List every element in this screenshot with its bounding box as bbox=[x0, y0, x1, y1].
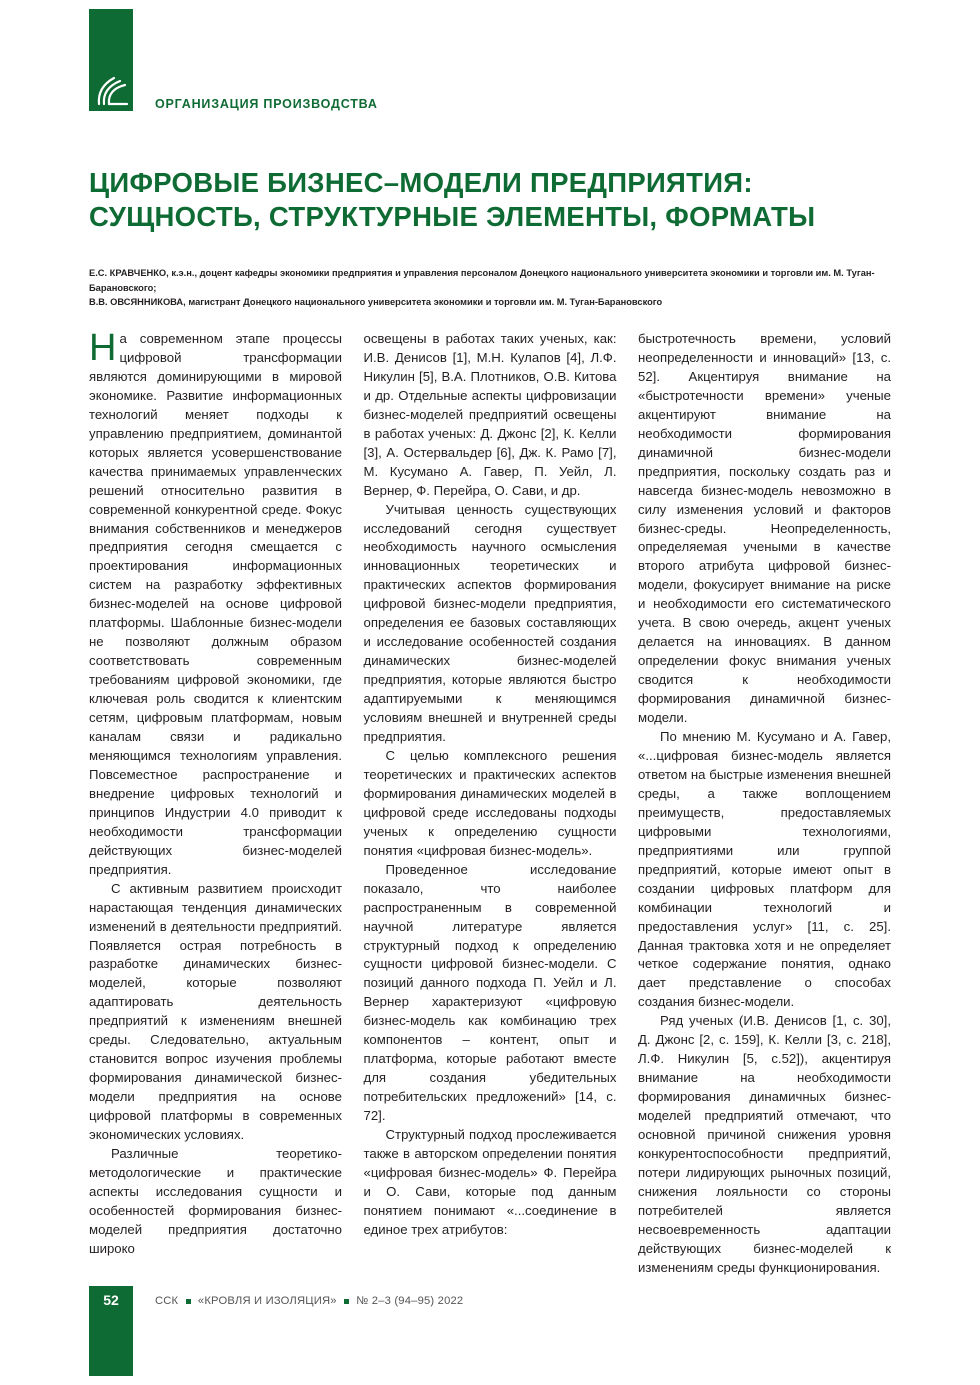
publisher: ССК bbox=[155, 1295, 179, 1307]
paragraph: Ряд ученых (И.В. Денисов [1, с. 30], Д. Джонс [2, с. 159], К. Келли [3, с. 218], Л.Ф. Никулин [5, с.52]), акцентируя внимание на необходимости формирования динамичных бизнес-моделей предприятий отмечают, что основной причиной снижения уровня конкурентоспособности предприятий, потери лидирующих рыночных позиций, снижения лояльности со стороны потребителей является несвоевременность адаптации действующих бизнес-моделей к изменениям среды функционирования. bbox=[638, 1013, 891, 1275]
paragraph: По мнению М. Кусумано и А. Гавер, «...цифровая бизнес-модель является ответом на быстрые изменения внешней среды, а также воплощением преимуществ, предоставляемых цифровыми технологиями, предприятиями или группой предприятий, которые имеют опыт в создании цифровых платформ для комбинации технологий и предоставления услуг» [11, с. 25]. Данная трактовка хотя и не определяет четкое содержание понятия, однако дает представление о способах создания бизнес-модели. bbox=[638, 729, 891, 1010]
paragraph: С целью комплексного решения теоретических и практических аспектов формирования динамических моделей в цифровой среде исследованы подходы ученых к определению сущности понятия «цифровая бизнес-модель». bbox=[363, 747, 617, 858]
square-bullet-icon bbox=[344, 1299, 349, 1304]
author-1 bbox=[89, 266, 899, 295]
author-2 bbox=[89, 295, 899, 310]
page-number: 52 bbox=[103, 1292, 119, 1308]
footer-green-bar bbox=[89, 1286, 133, 1376]
header-green-bar bbox=[89, 9, 133, 111]
title-line-1: ЦИФРОВЫЕ БИЗНЕС–МОДЕЛИ ПРЕДПРИЯТИЯ: bbox=[89, 167, 753, 198]
body-columns bbox=[89, 327, 891, 1278]
title-line-2: СУЩНОСТЬ, СТРУКТУРНЫЕ ЭЛЕМЕНТЫ, ФОРМАТЫ bbox=[89, 201, 816, 232]
author-affiliation: магистрант Донецкого национального университета экономики и торговли им. М. Туган-Барановского bbox=[185, 297, 663, 307]
journal-name: «КРОВЛЯ И ИЗОЛЯЦИЯ» bbox=[197, 1295, 337, 1307]
drop-cap: Н bbox=[89, 327, 117, 369]
issue-number: № 2–3 (94–95) 2022 bbox=[356, 1295, 464, 1307]
column-1 bbox=[89, 327, 342, 1278]
paragraph: Различные теоретико-методологические и практические аспекты исследования сущности и особенностей формирования бизнес-моделей предприятия достаточно широко bbox=[89, 1145, 342, 1256]
square-bullet-icon bbox=[186, 1299, 191, 1304]
section-label: ОРГАНИЗАЦИЯ ПРОИЗВОДСТВА bbox=[155, 97, 378, 111]
column-2 bbox=[364, 330, 617, 1278]
paragraph: быстротечность времени, условий неопределенности и инноваций» [13, с. 52]. Акцентируя внимание на «быстротечности времени» ученые акцентируют внимание на необходимости формирования динамичной бизнес-модели предприятия, поскольку создать раз и навсегда бизнес-модель невозможно в силу изменения условий и факторов бизнес-среды. Неопределенность, определяемая учеными в качестве второго атрибута цифровой бизнес-модели, фокусирует внимание на риске и необходимости его систематического учета. В свою очередь, акцент ученых делается на инновациях. В данном определении фокус внимания ученых сводится к необходимости формирования динамичной бизнес-модели. bbox=[638, 331, 891, 726]
paragraph: С активным развитием происходит нарастающая тенденция динамических изменений в деятельности предприятий. Появляется острая потребность в разработке динамических бизнес-моделей, которые позволяют адаптировать деятельность предприятий к изменениям внешней среды. Следовательно, актуальным становится вопрос изучения проблемы формирования динамической бизнес-модели предприятия на основе цифровой платформы в современных экономических условиях. bbox=[89, 880, 342, 1143]
column-3 bbox=[638, 330, 891, 1278]
paragraph: освещены в работах таких ученых, как: И.В. Денисов [1], М.Н. Кулапов [4], Л.Ф. Никулин [5], В.А. Плотников, О.В. Китова и др. Отдельные аспекты цифровизации бизнес-моделей предприятий освещены в работах ученых: Д. Джонс [2], К. Келли [3], А. Остервальдер [6], Дж. К. Рамо [7], М. Кусумано А. Гавер, П. Уейл, Л. Вернер, Ф. Перейра, О. Сави, и др. bbox=[363, 331, 617, 498]
author-name: Е.С. КРАВЧЕНКО, bbox=[89, 268, 169, 278]
author-name: В.В. ОВСЯННИКОВА, bbox=[89, 297, 186, 307]
paragraph: На современном этапе процессы цифровой трансформации являются доминирующими в мировой экономике. Развитие информационных технологий меняет подходы к управлению предприятием, доминантой которых является усовершенствование качества принимаемых управленческих решений относительно развития в современной конкурентной среде. Фокус внимания собственников и менеджеров предприятия сегодня смещается с проектирования информационных систем на разработку эффективных бизнес-моделей на основе цифровой платформы. Шаблонные бизнес-модели не позволяют должным образом соответствовать современным требованиям цифровой экономики, где ключевая роль сводится к клиентским сетям, цифровым платформам, новым каналам связи и радикально меняющимся технологиям управления. Повсеместное распространение и внедрение цифровых технологий и принципов Индустрии 4.0 приводит к необходимости трансформации действующих бизнес-моделей предприятия. bbox=[89, 327, 342, 877]
paragraph: Структурный подход прослеживается также в авторском определении понятия «цифровая бизнес-модель» Ф. Перейра и О. Сави, которые под данным понятием понимают «...соединение в единое трех атрибутов: bbox=[363, 1127, 617, 1237]
footer-journal-line bbox=[155, 1295, 463, 1307]
roof-arcs-logo-icon bbox=[94, 71, 130, 107]
paragraph: Учитывая ценность существующих исследований сегодня существует необходимость научного осмысления инновационных теоретических и практических аспектов формирования цифровой бизнес-модели предприятия, определения ее базовых составляющих и исследование особенностей создания динамических бизнес-моделей предприятия, которые являются быстро адаптируемыми к меняющимся условиям внешней и внутренней среды предприятия. bbox=[363, 501, 617, 745]
author-affiliation: к.э.н., доцент кафедры экономики предприятия и управления персоналом Донецкого национального университета экономики и торговли им. М. Туган-Барановского; bbox=[89, 268, 875, 293]
paragraph: Проведенное исследование показало, что наиболее распространенным в современной научной литературе является структурный подход к определению сущности цифровой бизнес-модели. С позиций данного подхода П. Уейл и Л. Вернер характеризуют «цифровую бизнес-модель как комбинацию трех компонентов – контент, опыт и платформа, которые работают вместе для создания убедительных потребительских предложений» [14, с. 72]. bbox=[363, 861, 617, 1124]
authors-block bbox=[89, 266, 899, 310]
article-title bbox=[89, 166, 909, 234]
